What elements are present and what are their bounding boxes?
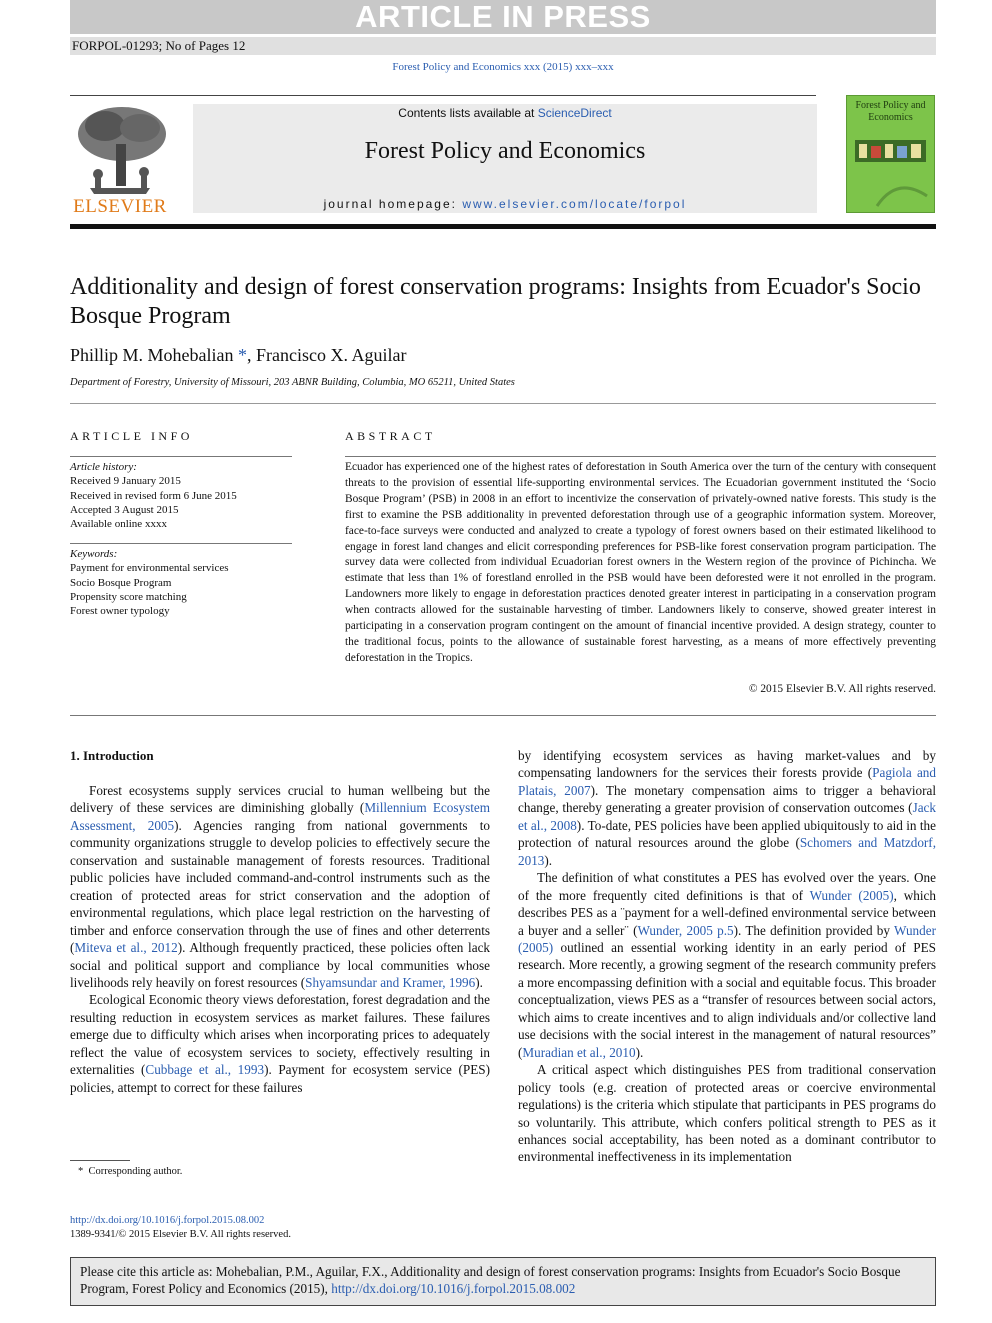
paragraph: Forest ecosystems supply services crucial to human wellbeing but the delivery of these services are diminishing globally (Millennium Ecosystem Assessment, 2005). Agencies ranging from national governments to community organizations struggle to develop policies to effectively secure the conservation and sustainable management of forests resources. Traditional public policies have included command-and-control instruments such as the creation of protected areas for strict conservation and the adoption of environmental regulations, which place legal restriction on the harvesting of timber and enforce conservation through the use of fines and other deterrents (Miteva et al., 2012). Although frequently practiced, these policies often lack social and political support and compliance by local communities whose livelihoods rely heavily on forest resources (Shyamsundar and Kramer, 1996). (70, 783, 491, 990)
citation-link[interactable]: Miteva et al., 2012 (74, 940, 178, 956)
manuscript-id: FORPOL-01293; No of Pages 12 (70, 37, 936, 55)
divider (70, 456, 292, 457)
keyword: Propensity score matching (70, 590, 187, 603)
history-label: Article history: (70, 461, 137, 473)
keywords-label: Keywords: (70, 548, 118, 560)
header-rule (70, 95, 816, 96)
section-heading: 1. Introduction (70, 748, 154, 763)
citation-link[interactable]: Pagiola and Platais, 2007 (518, 765, 936, 798)
article-in-press-banner: ARTICLE IN PRESS (70, 0, 936, 34)
journal-reference-link[interactable]: Forest Policy and Economics xxx (2015) xxx–xxx (392, 61, 614, 73)
paragraph: Ecological Economic theory views deforestation, forest degradation and the resulting reduction in ecosystem services as market failures. These failures emerge due to difficulty which arises when incorporating prices to adequately reflect the value of ecosystem services to society, effectively resulting in externalities (Cubbage et al., 1993). Payment for ecosystem service (PES) policies, attempt to correct for these failures (70, 992, 490, 1095)
divider (70, 543, 292, 544)
keyword: Socio Bosque Program (70, 576, 172, 589)
history-item: Accepted 3 August 2015 (70, 503, 179, 516)
footnote (78, 1166, 182, 1177)
issn-line: 1389-9341/© 2015 Elsevier B.V. All rights reserved. (70, 1229, 291, 1240)
body-column-right (518, 747, 936, 1166)
article-info-heading: ARTICLE INFO (70, 429, 193, 443)
citation-link[interactable]: Jack et al., 2008 (518, 800, 936, 833)
affiliation: Department of Forestry, University of Missouri, 203 ABNR Building, Columbia, MO 65211, United States (70, 377, 515, 388)
corresponding-author-mark[interactable]: * (238, 345, 247, 365)
abstract-heading: ABSTRACT (345, 429, 436, 443)
divider (70, 715, 936, 716)
citation-link[interactable]: Wunder, 2005 p.5 (637, 922, 734, 938)
journal-title: Forest Policy and Economics (364, 138, 646, 164)
paragraph: The definition of what constitutes a PES has evolved over the years. One of the more frequently cited definitions is that of Wunder (2005), which describes PES as a ¨payment for a well-defined environmental service between a buyer and a seller¨ (Wunder, 2005 p.5). The definition provided by Wunder (2005) outlined an essential working identity in an early period of PES research. More recently, a growing segment of the research community prefers a more encompassing definition with a social and equitable focus. This broader conceptualization, views PES as a “transfer of resources between social actors, which aims to create incentives and to align individuals and/or collective land use decisions with the social interest in the management of natural resources” (Muradian et al., 2010). (518, 870, 936, 1060)
abstract-text: Ecuador has experienced one of the highest rates of deforestation in South America over the turn of the century with consequent threats to the provision of essential life-supporting environmental services. The Ecuadorian government instituted the ‘Socio Bosque Program’ (PSB) in 2008 in an effort to incentivize the conservation of privately-owned native forests. This study is the first to examine the PSB additionality in prevented deforestation through use of a geographic information system. Moreover, face-to-face surveys were conducted and analyzed to create a typology of forest owners based on their estimated likelihood to engage in forest land changes and elicit corresponding preferences for PSB-like forest conservation program participation. The survey data were collected from individual Ecuadorian forest owners in the Western region of the province of Pichincha. We estimate that less than 1% of forestland enrolled in the PSB would have been deforested were it not enrolled in the program. Landowners more likely to engage in deforestation practices denoted greater interest in participating in a conservation program when contracts allowed for the sustainable harvesting of timber. Landowners likely to conserve, showed greater interest in participating in a conservation program contingent on the amount of financial incentive provided. A design strategy, counter to the traditional focus, points to the allowance of sustainable forest harvesting, as a means of more effectively preventing deforestation in the Tropics. (345, 461, 936, 664)
journal-homepage-line (193, 197, 817, 211)
paragraph: by identifying ecosystem services as having market-values and by compensating landowners for the services their forests provide (Pagiola and Platais, 2007). The monetary compensation aims to trigger a behavioral change, thereby generating a greater provision of conservation outcomes (Jack et al., 2008). To-date, PES policies have been applied ubiquitously to aid in the protection of natural resources around the globe (Schomers and Matzdorf, 2013). (518, 748, 936, 868)
keyword: Forest owner typology (70, 605, 170, 618)
citation-link[interactable]: Wunder (2005) (809, 887, 894, 903)
history-item: Available online xxxx (70, 518, 167, 531)
citation-text: Please cite this article as: Mohebalian, P.M., Aguilar, F.X., Additionality and design of forest conservation programs: Insights from Ecuador's Socio Bosque Program, Forest Policy and Economics (2015), (80, 1264, 901, 1297)
citation-box (70, 1257, 936, 1306)
body-column-left (70, 782, 490, 1096)
keywords (70, 547, 292, 618)
divider (345, 456, 936, 457)
citation-link[interactable]: Wunder (2005) (518, 922, 936, 955)
abstract-copyright: © 2015 Elsevier B.V. All rights reserved. (748, 683, 936, 695)
article-history (70, 460, 292, 531)
citation-link[interactable]: Schomers and Matzdorf, 2013 (518, 835, 936, 868)
author-1: Phillip M. Mohebalian (70, 345, 234, 365)
citation-doi-link[interactable]: http://dx.doi.org/10.1016/j.forpol.2015.08.002 (331, 1281, 576, 1297)
article-title: Additionality and design of forest conservation programs: Insights from Ecuador's Socio Bosque Program (70, 274, 921, 329)
masthead-bottom-rule (70, 224, 936, 229)
footnote-mark: * (78, 1166, 84, 1177)
citation-link[interactable]: Shyamsundar and Kramer, 1996 (305, 974, 476, 990)
history-item: Received 9 January 2015 (70, 475, 181, 488)
citation-link[interactable]: Cubbage et al., 1993 (145, 1062, 265, 1078)
homepage-link[interactable]: www.elsevier.com/locate/forpol (462, 197, 687, 211)
history-item: Received in revised form 6 June 2015 (70, 489, 237, 502)
cover-title: Forest Policy and Economics (855, 100, 926, 123)
author-2: Francisco X. Aguilar (256, 345, 407, 365)
citation-link[interactable]: Muradian et al., 2010 (522, 1044, 636, 1060)
sciencedirect-link[interactable]: ScienceDirect (537, 106, 612, 120)
contents-prefix: Contents lists available at (398, 106, 538, 120)
paragraph: A critical aspect which distinguishes PES from traditional conservation policy tools (e.g. creation of protected areas or coercive environmental regulations) is the criteria which stipulate that participants in PES programs do so voluntarily. This attribute, which confers political strength to PES as it enhances social acceptability, has been noted as a dominant contributor to environmental ineffectiveness in its implementation (518, 1062, 936, 1165)
contents-line (193, 106, 817, 120)
keyword: Payment for environmental services (70, 562, 229, 575)
footnote-rule (70, 1160, 130, 1161)
publisher-wordmark: ELSEVIER (73, 196, 167, 217)
footnote-text: Corresponding author. (88, 1166, 183, 1177)
homepage-prefix: journal homepage: (323, 197, 463, 211)
author-list (70, 345, 936, 366)
author-separator: , (247, 345, 256, 365)
doi-link[interactable]: http://dx.doi.org/10.1016/j.forpol.2015.08.002 (70, 1215, 265, 1226)
citation-link[interactable]: Millennium Ecosystem Assessment, 2005 (70, 800, 490, 833)
divider (70, 403, 936, 404)
